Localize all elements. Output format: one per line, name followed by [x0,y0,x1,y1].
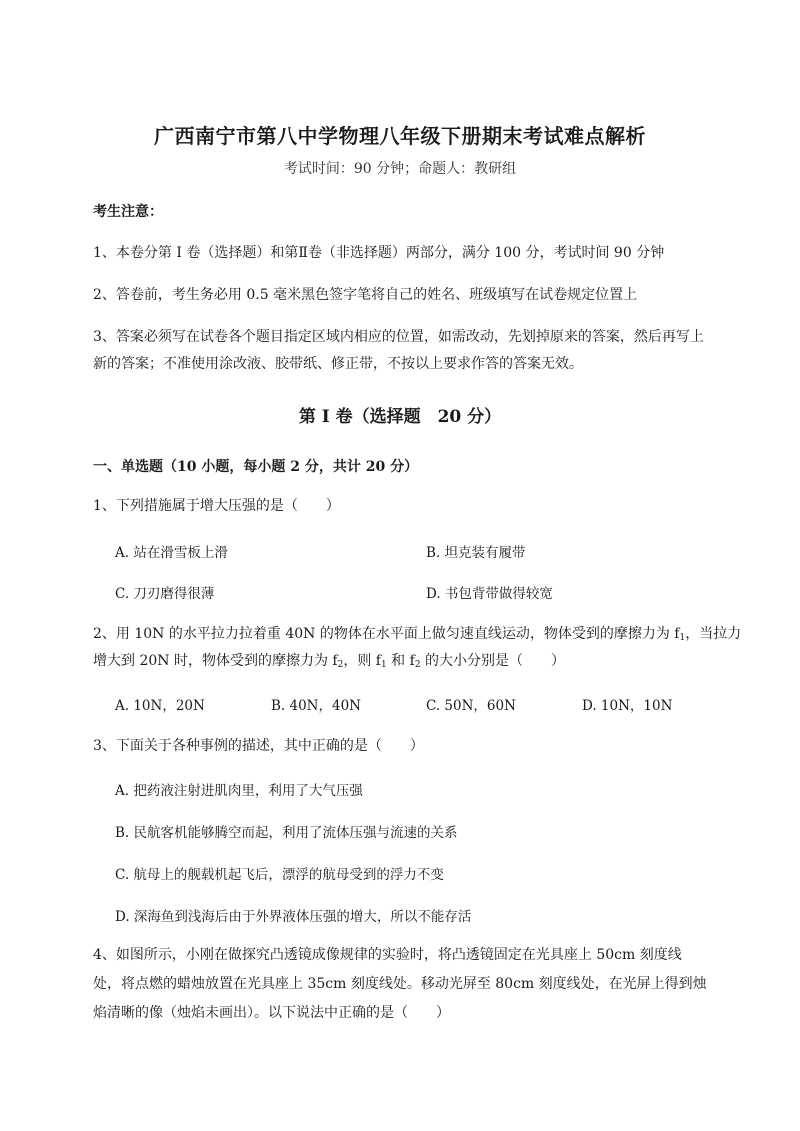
question-3-option-c: C. 航母上的舰载机起飞后，漂浮的航母受到的浮力不变 [115,867,444,883]
notice-heading: 考生注意： [93,204,163,220]
question-1-option-b: B. 坦克装有履带 [426,545,526,561]
exam-subtitle: 考试时间：90 分钟；命题人：教研组 [283,161,517,177]
notice-item-1: 1、本卷分第 I 卷（选择题）和第Ⅱ卷（非选择题）两部分，满分 100 分，考试时间 90 分钟 [93,245,665,261]
question-2-option-a: A. 10N，20N [115,698,205,714]
question-2-option-c: C. 50N，60N [426,698,516,714]
question-4-stem: 4、如图所示，小刚在做探究凸透镜成像规律的实验时，将凸透镜固定在光具座上 50cm 刻度线处，将点燃的蜡烛放置在光具座上 35cm 刻度线处。移动光屏至 80cm 刻度线处，在光屏上得到烛焰清晰的像（烛焰未画出）。以下说法中正确的是（ ） [93,947,707,1021]
question-2-stem-line-1: 2、用 10N 的水平拉力拉着重 40N 的物体在水平面上做匀速直线运动，物体受到的摩擦力为 $f_1$，当拉力 [93,626,742,643]
question-1-option-d: D. 书包背带做得较宽 [426,586,553,602]
question-3-option-b: B. 民航客机能够腾空而起，利用了流体压强与流速的关系 [115,825,458,841]
question-2-option-d: D. 10N，10N [582,698,673,714]
question-1-option-c: C. 刀刃磨得很薄 [115,586,215,602]
question-3-option-d: D. 深海鱼到浅海后由于外界液体压强的增大，所以不能存活 [115,909,472,925]
exam-title: 广西南宁市第八中学物理八年级下册期末考试难点解析 [154,124,646,148]
question-2-stem-line-2: 增大到 20N 时，物体受到的摩擦力为 $f_2$，则 $f_1$ 和 $f_2$ 的大小分别是（ ） [93,653,565,670]
part-heading: 一、单选题（10 小题，每小题 2 分，共计 20 分） [93,459,419,475]
question-1-stem: 1、下列措施属于增大压强的是（ ） [93,498,340,514]
section-title: 第 I 卷（选择题 20 分） [298,407,502,427]
question-1-option-a: A. 站在滑雪板上滑 [115,545,228,561]
notice-item-3: 3、答案必须写在试卷各个题目指定区域内相应的位置，如需改动，先划掉原来的答案，然后再写上新的答案；不准使用涂改液、胶带纸、修正带，不按以上要求作答的答案无效。 [93,329,704,372]
notice-item-2: 2、答卷前，考生务必用 0.5 毫米黑色签字笔将自己的姓名、班级填写在试卷规定位置上 [93,287,638,303]
question-2-option-b: B. 40N，40N [271,698,361,714]
question-3-option-a: A. 把药液注射进肌肉里，利用了大气压强 [115,783,363,799]
question-3-stem: 3、下面关于各种事例的描述，其中正确的是（ ） [93,738,424,754]
